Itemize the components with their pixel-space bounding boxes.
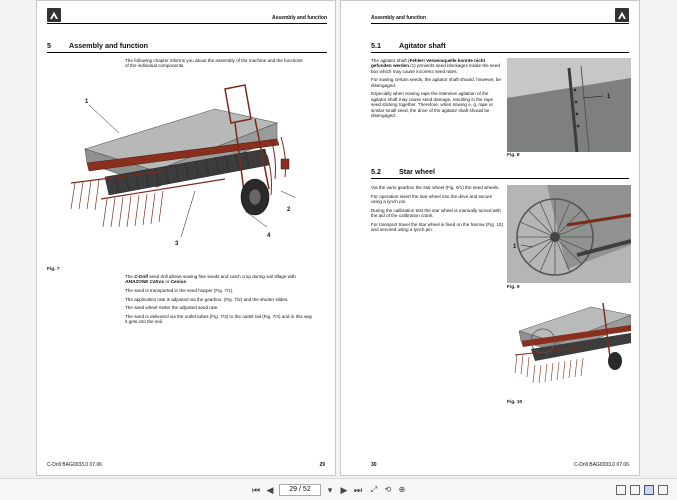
paragraph-3: The application rate is adjusted via the gearbox. (Fig. 7/2) and the shutter slides. [125,296,289,302]
footer-doc-id: C-Drill BAG0033.0 07.06 [47,462,103,468]
agitator-paragraph-3: Especially when sowing rape the intensive agitation of the agitator shaft may cause seed damage, resulting in the rape seed sticking together. Therefore, when sowing e. g. rape or similar small seed, the drive of the agitator shaft should be disengaged. [371,91,494,119]
brand-c-drill: C-Drill [134,274,148,279]
agitator-text [371,58,503,122]
two-page-view-icon[interactable] [644,485,654,495]
fig10-caption: Fig. 10 [507,400,523,405]
running-header: Assembly and function [271,15,327,21]
section-rule [47,52,327,53]
zoom-icon[interactable]: ⊕ [398,485,406,494]
function-text [125,274,313,328]
last-page-icon[interactable]: ⏭ [353,485,363,495]
star-wheel-paragraph-2: For operation insert the star wheel into the drive and secure using a lynch pin. [371,193,493,204]
two-page-continuous-view-icon[interactable] [658,485,668,495]
amazone-logo [47,8,61,22]
fig9-callout-1: 1 [513,244,517,250]
section-number: 5.1 [371,41,381,50]
section-number: 5.2 [371,167,381,176]
callout-1: 1 [85,99,89,105]
header-rule [47,23,327,24]
single-page-view-icon[interactable] [616,485,626,495]
page-separator: / [299,486,301,493]
section-title: Assembly and function [69,41,149,50]
brand-amazone-catros: AMAZONE Catros [125,279,165,285]
paragraph-2: The seed is transported in the seed hopper (Fig. 7/1). [125,288,234,293]
star-wheel-paragraph-3: During the calibration test the star wheel is manually turned with the aid of the calibration crank. [371,207,501,218]
page-number-field[interactable] [279,484,321,496]
paragraph-4: The seed wheel meter the adjusted seed rate. [125,305,219,311]
next-page-icon[interactable]: ▶ [340,485,348,495]
star-wheel-paragraph-1: Via the vario gearbox the star wheel (Fig. 9/1) the seed wheels. [371,185,500,190]
header-rule [371,23,629,24]
fig8-callout-1: 1 [607,94,611,100]
footer-doc-id: C-Drill BAG0033.0 07.06 [573,462,629,468]
figure-caption: Fig. 7 [47,267,60,272]
running-header: Assembly and function [371,15,427,21]
callout-3: 3 [175,241,179,247]
rotate-icon[interactable]: ⟲ [384,485,392,494]
current-page[interactable]: 29 [289,486,298,493]
footer-page-number: 29 [319,462,325,468]
fit-page-icon[interactable]: ⤢ [370,485,378,494]
seed-drill-illustration [45,79,295,259]
callout-2: 2 [287,207,291,213]
star-wheel-text [371,185,503,236]
transport-position-photo [507,295,631,393]
paragraph-5: The seed is delivered via the outlet tubes (Fig. 7/3) to the outlet rail (Fig. 7/4) and in this way it gets into the soil. [125,313,313,325]
reference-error-text: Fehler! Verweisquelle konnte nicht gefunden werden [371,58,486,69]
intro-paragraph: The following chapter informs you about the assembly of the machine and the functions of the individual components. [125,58,303,69]
section-title: Star wheel [399,167,435,176]
star-wheel-photo [507,185,631,283]
fig9-caption: Fig. 9 [507,285,520,290]
amazone-logo [615,8,629,22]
first-page-icon[interactable]: ⏮ [251,485,261,495]
page-dropdown-icon[interactable]: ▾ [327,485,333,495]
page-30 [340,0,640,476]
total-pages: 52 [302,486,311,493]
section-rule [371,178,629,179]
callout-4: 4 [267,233,271,239]
gearbox [281,159,289,169]
viewer-toolbar [0,478,677,500]
brand-cenius: Cenius [170,279,187,285]
paragraph-1: The C-Drill seed drill allows sowing fine seeds and catch crop during soil tillage with AMAZONE Catros or Cenius. [125,274,296,285]
intro-text [125,58,305,72]
agitator-paragraph-1: The agitator shaft (Fehler! Verweisquelle konnte nicht gefunden werden./1) prevents seed blockages inside the seed box which may cause incorrect seed rates. [371,58,500,74]
star-wheel-paragraph-4: For transport travel the star wheel is fixed on the harrow (Fig. 10) and secured using a lynch pin. [371,221,503,232]
agitator-shaft-photo [507,58,631,152]
footer-page-number: 30 [371,462,377,468]
section-number: 5 [47,41,51,50]
page-29 [36,0,336,476]
previous-page-icon[interactable]: ◀ [266,485,274,495]
section-rule [371,52,629,53]
continuous-view-icon[interactable] [630,485,640,495]
section-title: Agitator shaft [399,41,446,50]
fig8-caption: Fig. 8 [507,153,520,158]
agitator-paragraph-2: For sowing certain seeds, the agitator shaft should, however, be disengaged. [371,77,501,88]
